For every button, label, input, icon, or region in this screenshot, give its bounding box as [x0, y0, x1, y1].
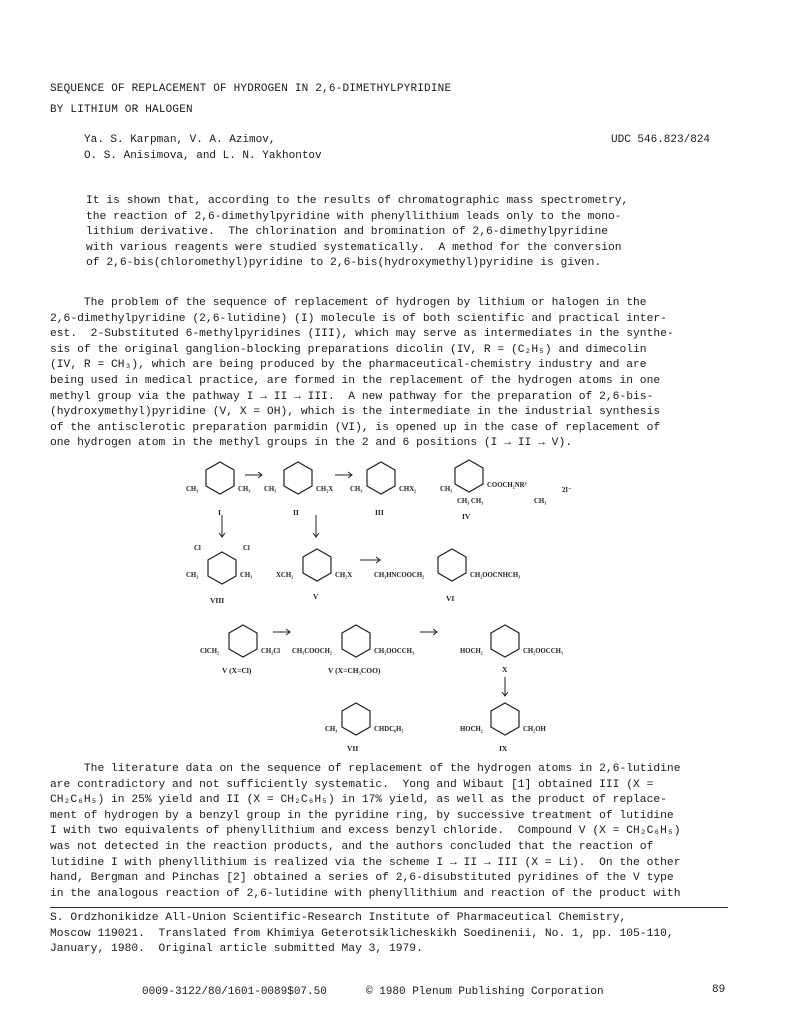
substituent-label: CH₃ CH₃	[457, 498, 484, 505]
abstract-line: with various reagents were studied systematically. A method for the conversion	[86, 241, 622, 254]
compound-label: III	[375, 508, 384, 517]
substituent-label: CH₂X	[316, 486, 334, 493]
substituent-label: CH₃	[186, 572, 199, 579]
substituent-label: CHDC₆H₅	[374, 726, 404, 733]
substituent-label: CH₃	[534, 498, 547, 505]
pyridine-ring	[229, 625, 257, 657]
pyridine-ring	[455, 460, 483, 492]
page-number: 89	[712, 984, 726, 996]
substituent-label: CH₃COOCH₂	[292, 648, 332, 655]
compound-label: IX	[499, 744, 508, 753]
substituent-label: CH₃HNCOOCH₂	[374, 572, 425, 579]
paragraph-line: The literature data on the sequence of replacement of the hydrogen atoms in 2,6-lutidine	[50, 763, 681, 775]
paragraph-line: I with two equivalents of phenyllithium and excess benzyl chloride. Compound V (X = CH₂C₆H₅)	[50, 825, 681, 838]
substituent-label: CH₂OOCCH₃	[523, 648, 563, 655]
issn-code: 0009-3122/80/1601-0089$07.50	[142, 986, 327, 998]
compound-label: VI	[446, 594, 455, 603]
paragraph-line: CH₂C₆H₅) in 25% yield and II (X = CH₂C₆H₅) in 17% yield, as well as the product of replace-	[50, 794, 667, 807]
pyridine-ring	[438, 549, 466, 581]
substituent-label: COOCH₂NR²	[487, 482, 527, 489]
substituent-label: Cl	[194, 545, 201, 552]
footnote-line: S. Ordzhonikidze All-Union Scientific-Research Institute of Pharmaceutical Chemistry,	[50, 912, 627, 924]
copyright-notice: © 1980 Plenum Publishing Corporation	[366, 986, 604, 998]
substituent-label: CH₃	[440, 486, 453, 493]
substituent-label: HOCH₂	[460, 726, 483, 733]
substituent-label: CH₂OOCNHCH₃	[470, 572, 521, 579]
substituent-label: CH₂OH	[523, 726, 546, 733]
paragraph-line: est. 2-Substituted 6-methylpyridines (III), which may serve as intermediates in the synthe-	[50, 328, 674, 341]
substituent-label: CH₃	[240, 572, 253, 579]
substituent-label: HOCH₂	[460, 648, 483, 655]
substituent-label: XCH₂	[276, 572, 294, 579]
paragraph-line: (hydroxymethyl)pyridine (V, X = OH), which is the intermediate in the industrial synthesis	[50, 406, 661, 419]
pyridine-ring	[208, 552, 236, 584]
paragraph-line: are contradictory and not sufficiently systematic. Yong and Wibaut [1] obtained III (X =	[50, 778, 654, 791]
footnote-divider	[50, 907, 728, 908]
substituent-label: CH₂Cl	[261, 648, 281, 655]
compound-label: V	[313, 592, 319, 601]
pyridine-ring	[367, 462, 395, 494]
paragraph-line: being used in medical practice, are formed in the replacement of the hydrogen atoms in one	[50, 374, 661, 387]
substituent-label: CH₂X	[335, 572, 353, 579]
abstract-line: It is shown that, according to the results of chromatographic mass spectrometry,	[86, 195, 629, 207]
paragraph-line: lutidine I with phenyllithium is realized via the scheme I → II → III (X = Li). On the other	[50, 856, 681, 869]
pyridine-ring	[206, 462, 234, 494]
compound-label: I	[218, 508, 221, 517]
compound-label: VIII	[210, 596, 225, 605]
abstract-line: of 2,6-bis(chloromethyl)pyridine to 2,6-bis(hydroxymethyl)pyridine is given.	[86, 257, 602, 270]
substituent-label: CH₃	[325, 726, 338, 733]
paragraph-line: hand, Bergman and Pinchas [2] obtained a series of 2,6-disubstituted pyridines of the V type	[50, 872, 674, 885]
paragraph-line: The problem of the sequence of replacement of hydrogen by lithium or halogen in the	[50, 297, 647, 309]
title-line-1: SEQUENCE OF REPLACEMENT OF HYDROGEN IN 2,6-DIMETHYLPYRIDINE	[50, 83, 452, 95]
paragraph-line: of the antisclerotic preparation parmidin (VI), is opened up in the case of replacement of	[50, 421, 661, 434]
substituent-label: CH₃	[238, 486, 251, 493]
paragraph-line: was not detected in the reaction products, and the authors concluded that the reaction of	[50, 840, 654, 853]
pyridine-ring	[342, 625, 370, 657]
abstract-line: the reaction of 2,6-dimethylpyridine with phenyllithium leads only to the mono-	[86, 210, 622, 223]
substituent-label: CH₃	[186, 486, 199, 493]
pyridine-ring	[342, 703, 370, 735]
paragraph-line: (IV, R = CH₃), which are being produced by the pharmaceutical-chemistry industry and are	[50, 359, 647, 372]
compound-label: II	[293, 508, 299, 517]
paragraph-line: sis of the original ganglion-blocking preparations dicolin (IV, R = (C₂H₅) and dimecolin	[50, 343, 647, 356]
paragraph-line: 2,6-dimethylpyridine (2,6-lutidine) (I) molecule is of both scientific and practical inter-	[50, 312, 667, 325]
paragraph-line: in the analogous reaction of 2,6-lutidine with phenyllithium and reaction of the product with	[50, 887, 681, 900]
compound-label: IV	[462, 512, 471, 521]
authors-line-2: O. S. Anisimova, and L. N. Yakhontov	[84, 150, 322, 162]
footnote	[50, 911, 674, 958]
footnote-line: Moscow 119021. Translated from Khimiya Geterotsiklicheskikh Soedinenii, No. 1, pp. 105-110,	[50, 927, 674, 940]
compound-label: V (X=CH₃COO)	[328, 666, 381, 675]
pyridine-ring	[303, 549, 331, 581]
footnote-line: January, 1980. Original article submitted May 3, 1979.	[50, 943, 423, 956]
authors-line-1: Ya. S. Karpman, V. A. Azimov,	[84, 134, 276, 146]
pyridine-ring	[491, 703, 519, 735]
substituent-label: Cl	[243, 545, 250, 552]
pyridine-ring	[491, 625, 519, 657]
substituent-label: ClCH₂	[200, 648, 220, 655]
abstract-line: lithium derivative. The chlorination and bromination of 2,6-dimethylpyridine	[86, 226, 609, 239]
compound-label: VII	[347, 744, 359, 753]
substituent-label: CHX₂	[399, 486, 417, 493]
paragraph-line: methyl group via the pathway I → II → III. A new pathway for the preparation of 2,6-bis-	[50, 390, 654, 403]
substituent-label: CH₃	[350, 486, 363, 493]
paragraph-line: one hydrogen atom in the methyl groups in the 2 and 6 positions (I → II → V).	[50, 437, 573, 450]
substituent-label: CH₃	[264, 486, 277, 493]
compound-label: X	[502, 665, 508, 674]
body-paragraph-2	[50, 762, 680, 902]
substituent-label: CH₂OOCCH₃	[374, 648, 414, 655]
counter-ion-label: 2I⁻	[562, 487, 572, 494]
title-line-2: BY LITHIUM OR HALOGEN	[50, 104, 193, 116]
compound-label: V (X=Cl)	[222, 666, 252, 675]
paragraph-line: ment of hydrogen by a benzyl group in the pyridine ring, by successive treatment of lutidine	[50, 809, 674, 822]
udc-code: UDC 546.823/824	[611, 134, 711, 146]
pyridine-ring	[284, 462, 312, 494]
